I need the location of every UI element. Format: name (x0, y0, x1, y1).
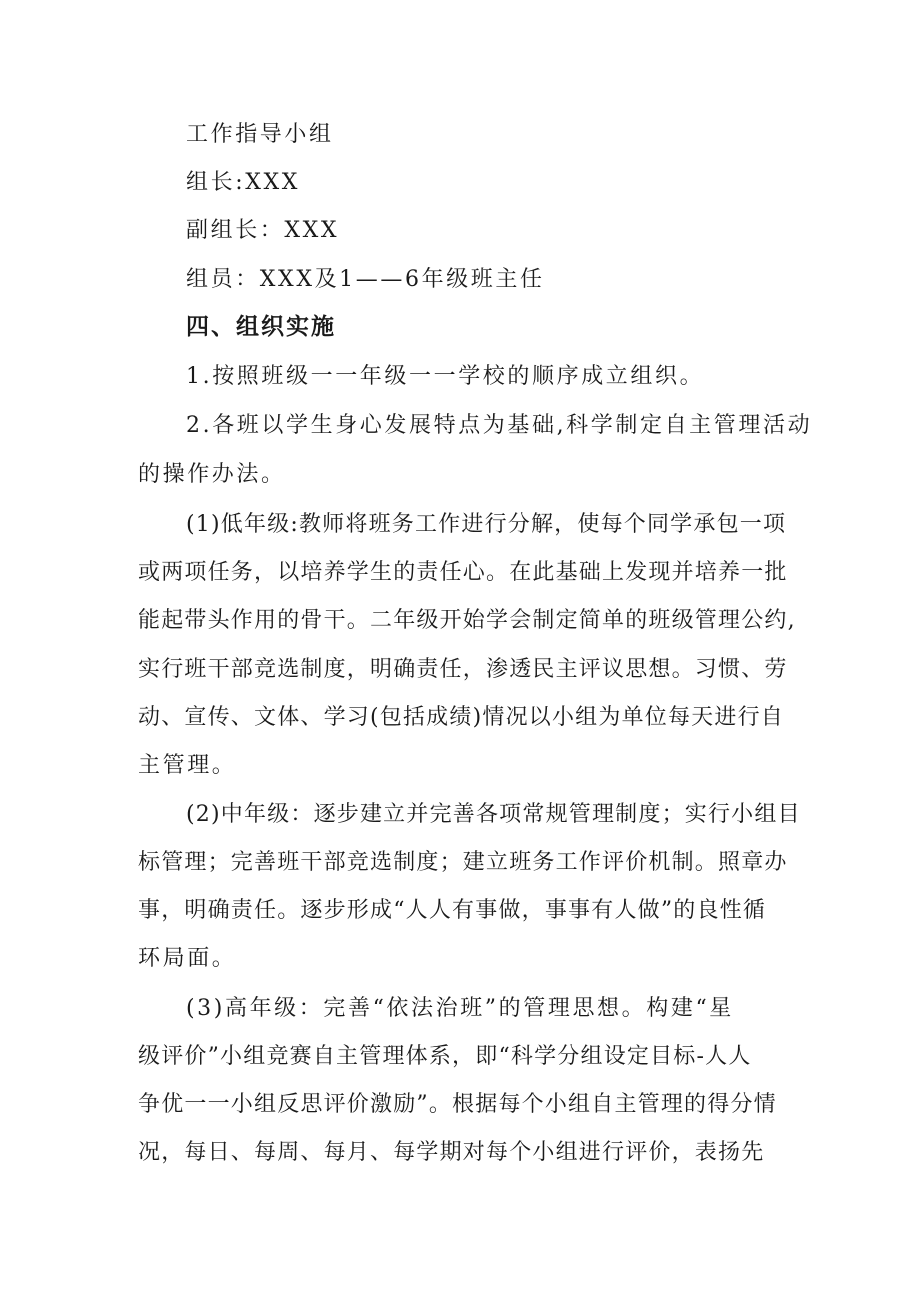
paragraph-line: 或两项任务，以培养学生的责任心。在此基础上发现并培养一批 (138, 560, 788, 585)
paragraph-line: 的操作办法。 (138, 462, 286, 487)
paragraph-line: (1)低年级:教师将班务工作进行分解，使每个同学承包一项 (186, 512, 787, 537)
paragraph-line: 级评价”小组竞赛自主管理体系，即“科学分组设定目标-人人 (138, 1044, 752, 1069)
paragraph-line: (3)高年级：完善“依法治班”的管理思想。构建“星 (186, 996, 734, 1021)
paragraph-line: 标管理；完善班干部竞选制度；建立班务工作评价机制。照章办 (138, 850, 788, 875)
group-title: 工作指导小组 (186, 122, 334, 147)
paragraph-line: 1.按照班级一一年级一一学校的顺序成立组织。 (186, 364, 705, 389)
paragraph-line: (2)中年级：逐步建立并完善各项常规管理制度；实行小组目 (186, 802, 801, 827)
deputy-leader: 副组长：XXX (186, 218, 340, 243)
paragraph-line: 动、宣传、文体、学习(包括成绩)情况以小组为单位每天进行自 (138, 705, 784, 730)
group-members: 组员：XXX及1——6年级班主任 (186, 267, 545, 292)
paragraph-line: 环局面。 (138, 946, 237, 971)
paragraph-line: 争优一一小组反思评价激励”。根据每个小组自主管理的得分情 (138, 1092, 777, 1117)
paragraph-line: 况，每日、每周、每月、每学期对每个小组进行评价，表扬先 (138, 1140, 765, 1165)
section-heading: 四、组织实施 (186, 314, 336, 340)
paragraph-line: 实行班干部竞选制度，明确责任，渗透民主评议思想。习惯、劳 (138, 657, 788, 682)
paragraph-line: 2.各班以学生身心发展特点为基础,科学制定自主管理活动 (186, 413, 813, 438)
paragraph-line: 能起带头作用的骨干。二年级开始学会制定简单的班级管理公约, (138, 608, 796, 633)
paragraph-line: 主管理。 (138, 753, 237, 778)
group-leader: 组长:XXX (186, 170, 300, 195)
paragraph-line: 事，明确责任。逐步形成“人人有事做，事事有人做”的良性循 (138, 898, 767, 923)
